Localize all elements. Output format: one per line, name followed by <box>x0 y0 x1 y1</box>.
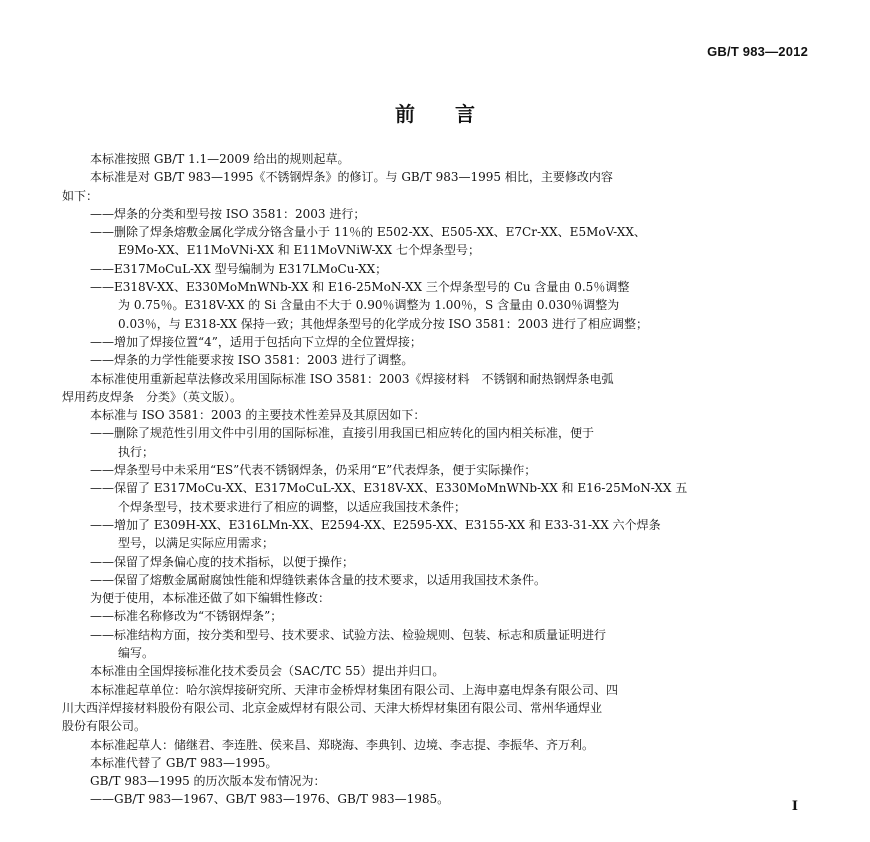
text-line: 本标准起草单位：哈尔滨焊接研究所、天津市金桥焊材集团有限公司、上海申嘉电焊条有限公司、四 <box>90 682 619 697</box>
text-line: ——保留了焊条偏心度的技术指标，以便于操作； <box>90 554 355 569</box>
text-line: ——E317MoCuL-XX 型号编制为 E317LMoCu-XX； <box>90 261 388 276</box>
text-line: ——标准名称修改为“不锈钢焊条”； <box>90 609 283 624</box>
text-line: 本标准是对 GB/T 983—1995《不锈钢焊条》的修订。与 GB/T 983—1995 相比，主要修改内容 <box>90 170 613 185</box>
text-line: 型号，以满足实际应用需求； <box>118 536 275 551</box>
text-line: ——删除了规范性引用文件中引用的国际标准，直接引用我国已相应转化的国内相关标准，便于 <box>90 426 595 441</box>
text-line: ——保留了熔敷金属耐腐蚀性能和焊缝铁素体含量的技术要求，以适用我国技术条件。 <box>90 572 547 587</box>
text-line: 川大西洋焊接材料股份有限公司、北京金威焊材有限公司、天津大桥焊材集团有限公司、常州华通焊业 <box>62 700 603 715</box>
text-line: ——E318V-XX、E330MoMnWNb-XX 和 E16-25MoN-XX 三个焊条型号的 Cu 含量由 0.5％调整 <box>90 280 630 295</box>
text-line: 编写。 <box>118 646 155 661</box>
text-line: 为 0.75％。E318V-XX 的 Si 含量由不大于 0.90％调整为 1.00％，S 含量由 0.030％调整为 <box>118 298 620 313</box>
text-line: ——GB/T 983—1967、GB/T 983—1976、GB/T 983—1985。 <box>90 792 450 807</box>
text-line: ——焊条型号中未采用“ES”代表不锈钢焊条，仍采用“E”代表焊条，便于实际操作； <box>90 463 537 478</box>
text-line: ——增加了 E309H-XX、E316LMn-XX、E2594-XX、E2595-XX、E3155-XX 和 E33-31-XX 六个焊条 <box>90 517 661 532</box>
text-line: 本标准代替了 GB/T 983—1995。 <box>90 755 278 770</box>
text-line: 本标准按照 GB/T 1.1—2009 给出的规则起草。 <box>90 152 350 166</box>
text-line: 如下： <box>62 188 99 203</box>
text-line: E9Mo-XX、E11MoVNi-XX 和 E11MoVNiW-XX 七个焊条型号； <box>118 243 481 258</box>
page-title: 前言 <box>395 102 515 126</box>
preface-body <box>62 150 808 809</box>
text-line: ——标准结构方面，按分类和型号、技术要求、试验方法、检验规则、包装、标志和质量证明进行 <box>90 627 607 642</box>
text-line: GB/T 983—1995 的历次版本发布情况为： <box>90 774 326 789</box>
text-line: 为便于使用，本标准还做了如下编辑性修改： <box>90 591 331 606</box>
text-line: 本标准与 ISO 3581：2003 的主要技术性差异及其原因如下： <box>90 408 426 423</box>
text-line: ——增加了焊接位置“4”，适用于包括向下立焊的全位置焊接； <box>90 334 422 349</box>
text-line: 股份有限公司。 <box>62 719 147 734</box>
standard-code: GB/T 983—2012 <box>707 44 808 59</box>
text-line: 本标准由全国焊接标准化技术委员会（SAC/TC 55）提出并归口。 <box>90 664 445 679</box>
text-line: ——焊条的分类和型号按 ISO 3581：2003 进行； <box>90 206 366 221</box>
text-line: ——删除了焊条熔敷金属化学成分铬含量小于 11％的 E502-XX、E505-XX、E7Cr-XX、E5MoV-XX、 <box>90 225 646 240</box>
page-number: I <box>791 799 798 814</box>
text-line: 个焊条型号，技术要求进行了相应的调整，以适应我国技术条件； <box>118 499 467 514</box>
text-line: ——焊条的力学性能要求按 ISO 3581：2003 进行了调整。 <box>90 353 414 368</box>
text-line: 本标准起草人：储继君、李连胜、侯来昌、郑晓海、李典钊、边境、李志提、李振华、齐万利。 <box>90 737 595 752</box>
text-line: 0.03％，与 E318-XX 保持一致；其他焊条型号的化学成分按 ISO 3581：2003 进行了相应调整； <box>118 316 649 331</box>
text-line: 焊用药皮焊条 分类》（英文版）。 <box>62 389 243 404</box>
text-line: 本标准使用重新起草法修改采用国际标准 ISO 3581：2003《焊接材料 不锈钢和耐热钢焊条电弧 <box>90 371 614 386</box>
text-line: 执行； <box>118 444 155 459</box>
text-line: ——保留了 E317MoCu-XX、E317MoCuL-XX、E318V-XX、E330MoMnWNb-XX 和 E16-25MoN-XX 五 <box>90 481 688 496</box>
